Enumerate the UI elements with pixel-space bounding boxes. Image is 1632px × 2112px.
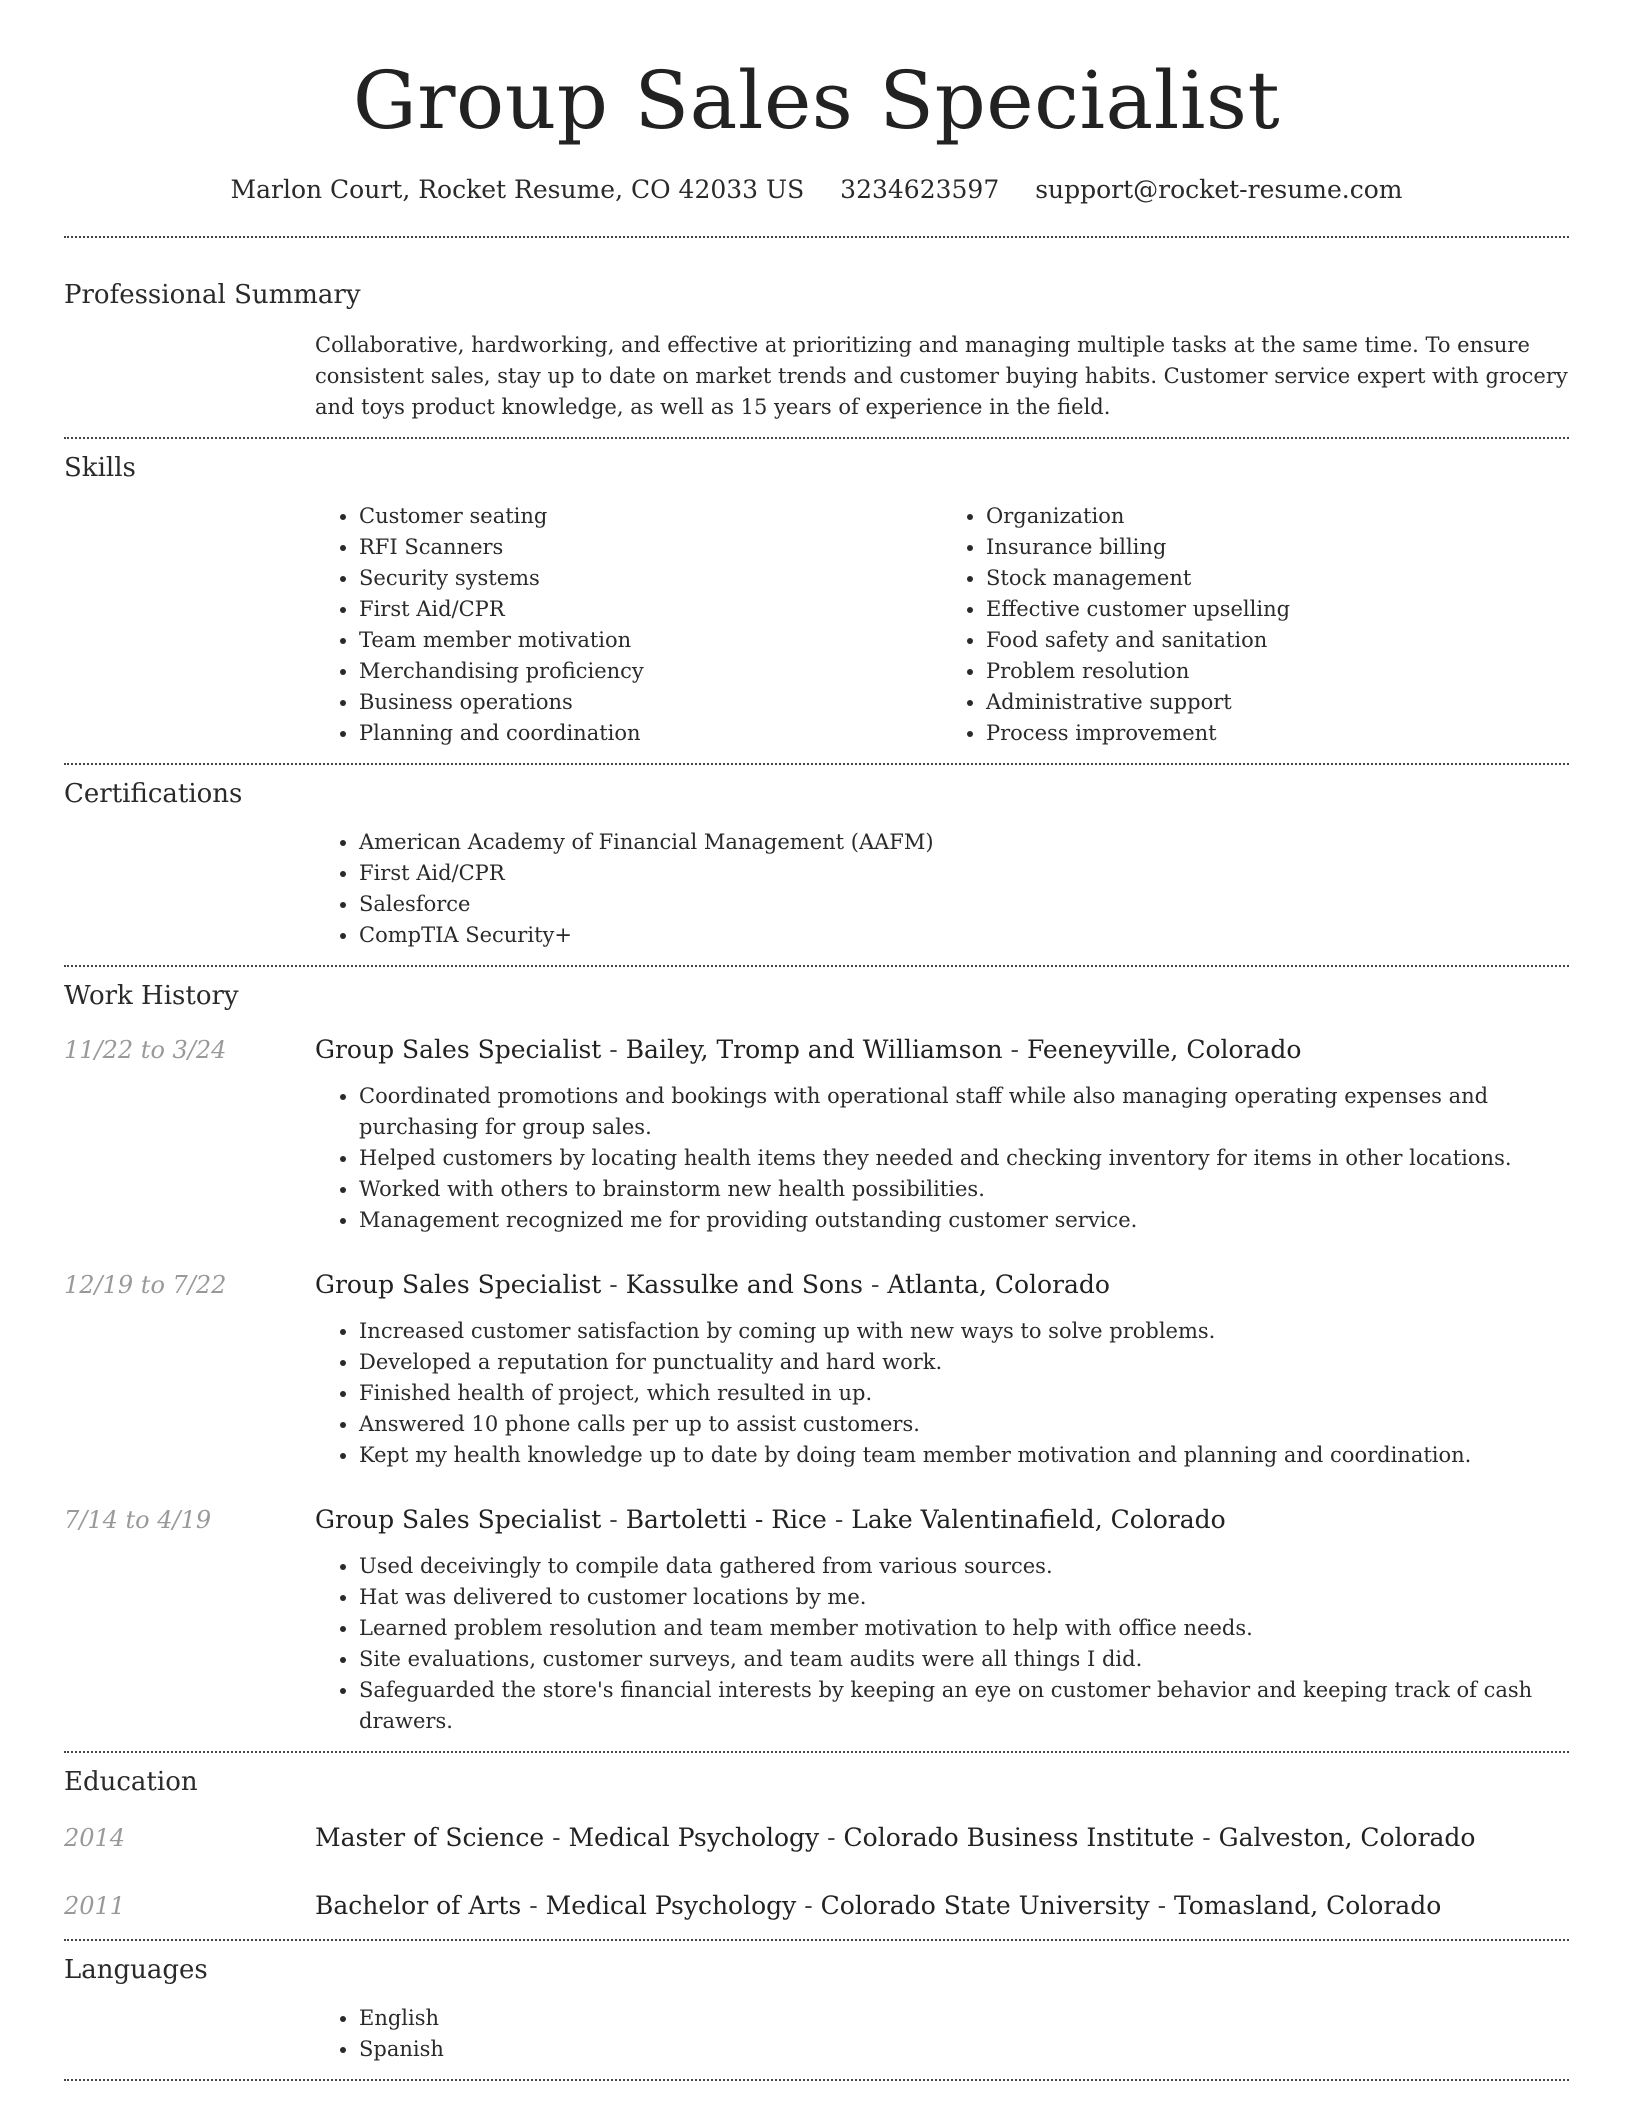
skill-item: • Team member motivation (359, 625, 942, 656)
job-bullets (315, 1081, 1569, 1236)
separator: - (804, 1891, 813, 1920)
education-section (64, 1765, 1569, 1923)
job-heading (315, 1503, 1569, 1537)
skill-item: • Insurance billing (986, 532, 1569, 563)
education-year: 2011 (64, 1892, 126, 1920)
certification-item: • American Academy of Financial Management (AAFM) (359, 827, 1569, 858)
separator: - (609, 1270, 618, 1299)
education-field: Medical Psychology (545, 1891, 797, 1920)
page-title: Group Sales Specialist (352, 54, 1281, 147)
resume-page (64, 0, 1569, 2081)
divider (64, 2079, 1569, 2081)
separator: - (609, 1505, 618, 1534)
separator: - (529, 1891, 538, 1920)
skill-item: • Security systems (359, 563, 942, 594)
certification-item: • First Aid/CPR (359, 858, 1569, 889)
separator: - (827, 1823, 836, 1852)
skill-item: • Business operations (359, 687, 942, 718)
divider (64, 1751, 1569, 1753)
job-bullet: • Worked with others to brainstorm new health possibilities. (359, 1174, 1569, 1205)
contact-email: support@rocket-resume.com (1035, 175, 1403, 204)
summary-heading: Professional Summary (64, 280, 361, 310)
skills-section (64, 451, 1569, 749)
certifications-list (315, 827, 1569, 951)
skill-item: • First Aid/CPR (359, 594, 942, 625)
contact-phone: 3234623597 (840, 175, 1000, 204)
job-bullet: • Kept my health knowledge up to date by doing team member motivation and planning and coordination. (359, 1440, 1569, 1471)
job-bullet: • Hat was delivered to customer locations by me. (359, 1582, 1569, 1613)
language-item: • English (359, 2003, 1569, 2034)
education-field: Medical Psychology (568, 1823, 820, 1852)
education-entry (64, 1821, 1569, 1855)
divider (64, 965, 1569, 967)
job-bullet: • Management recognized me for providing outstanding customer service. (359, 1205, 1569, 1236)
job-location: Atlanta, Colorado (887, 1270, 1110, 1299)
work-history-section (64, 979, 1569, 1737)
job-bullet: • Site evaluations, customer surveys, and team audits were all things I did. (359, 1644, 1569, 1675)
job-title: Group Sales Specialist (315, 1035, 602, 1064)
education-location: Galveston, Colorado (1218, 1823, 1476, 1852)
divider (64, 1939, 1569, 1941)
skill-item: • Effective customer upselling (986, 594, 1569, 625)
summary-text: Collaborative, hardworking, and effective at prioritizing and managing multiple tasks at the same time. To ensure consistent sales, stay up to date on market trends and customer buying habits. Customer service expert with grocery and toys product knowledge, as well as 15 years of experience in the field. (315, 333, 1568, 419)
job-company: Bailey, Tromp and Williamson (625, 1035, 1003, 1064)
job-company: Bartoletti - Rice (625, 1505, 827, 1534)
divider (64, 763, 1569, 765)
skill-item: • Food safety and sanitation (986, 625, 1569, 656)
education-school: Colorado State University (820, 1891, 1150, 1920)
skills-list-right (942, 501, 1569, 749)
skill-item: • Merchandising proficiency (359, 656, 942, 687)
job-entry (64, 1503, 1569, 1737)
job-bullets (315, 1551, 1569, 1737)
job-dates: 7/14 to 4/19 (64, 1506, 212, 1534)
summary-section (64, 278, 1569, 423)
skills-heading: Skills (64, 453, 136, 483)
education-school: Colorado Business Institute (843, 1823, 1195, 1852)
education-degree: Bachelor of Arts (315, 1891, 522, 1920)
job-title: Group Sales Specialist (315, 1505, 602, 1534)
job-title: Group Sales Specialist (315, 1270, 602, 1299)
skill-item: • RFI Scanners (359, 532, 942, 563)
job-bullet: • Developed a reputation for punctuality and hard work. (359, 1347, 1569, 1378)
divider (64, 236, 1569, 238)
skill-item: • Stock management (986, 563, 1569, 594)
job-bullet: • Helped customers by locating health items they needed and checking inventory for items in other locations. (359, 1143, 1569, 1174)
certification-item: • Salesforce (359, 889, 1569, 920)
job-bullet: • Coordinated promotions and bookings with operational staff while also managing operating expenses and purchasing for group sales. (359, 1081, 1569, 1143)
certifications-section (64, 777, 1569, 951)
separator: - (1157, 1891, 1167, 1920)
education-heading-line (315, 1889, 1569, 1923)
language-item: • Spanish (359, 2034, 1569, 2065)
languages-list (315, 2003, 1569, 2065)
work-history-heading: Work History (64, 981, 239, 1011)
job-heading (315, 1033, 1569, 1067)
certifications-heading: Certifications (64, 779, 243, 809)
education-year: 2014 (64, 1824, 126, 1852)
education-location: Tomasland, Colorado (1173, 1891, 1442, 1920)
job-company: Kassulke and Sons (625, 1270, 863, 1299)
job-bullet: • Used deceivingly to compile data gathered from various sources. (359, 1551, 1569, 1582)
separator: - (1202, 1823, 1211, 1852)
separator: - (870, 1270, 880, 1299)
languages-heading: Languages (64, 1955, 208, 1985)
skill-item: • Administrative support (986, 687, 1569, 718)
skill-item: • Planning and coordination (359, 718, 942, 749)
education-degree: Master of Science (315, 1823, 545, 1852)
job-entry (64, 1033, 1569, 1236)
job-bullet: • Learned problem resolution and team member motivation to help with office needs. (359, 1613, 1569, 1644)
job-bullet: • Answered 10 phone calls per up to assist customers. (359, 1409, 1569, 1440)
contact-line (64, 172, 1569, 208)
certifications-content (315, 827, 1569, 951)
languages-section (64, 1953, 1569, 2065)
divider (64, 437, 1569, 439)
job-bullets (315, 1316, 1569, 1471)
languages-content (315, 2003, 1569, 2065)
skill-item: • Problem resolution (986, 656, 1569, 687)
job-location: Lake Valentinafield, Colorado (851, 1505, 1226, 1534)
contact-address: Marlon Court, Rocket Resume, CO 42033 US (230, 175, 805, 204)
skill-item: • Organization (986, 501, 1569, 532)
skills-columns (315, 501, 1569, 749)
skill-item: • Customer seating (359, 501, 942, 532)
skills-list-left (315, 501, 942, 749)
job-dates: 12/19 to 7/22 (64, 1271, 227, 1299)
job-bullet: • Increased customer satisfaction by coming up with new ways to solve problems. (359, 1316, 1569, 1347)
job-bullet: • Safeguarded the store's financial interests by keeping an eye on customer behavior and keeping track of cash drawers. (359, 1675, 1569, 1737)
job-dates: 11/22 to 3/24 (64, 1036, 227, 1064)
separator: - (1010, 1035, 1019, 1064)
separator: - (609, 1035, 618, 1064)
separator: - (552, 1823, 561, 1852)
skill-item: • Process improvement (986, 718, 1569, 749)
education-heading-line (315, 1821, 1569, 1855)
job-bullet: • Finished health of project, which resulted in up. (359, 1378, 1569, 1409)
job-location: Feeneyville, Colorado (1026, 1035, 1302, 1064)
separator: - (834, 1505, 844, 1534)
job-heading (315, 1268, 1569, 1302)
certification-item: • CompTIA Security+ (359, 920, 1569, 951)
job-entry (64, 1268, 1569, 1471)
education-heading: Education (64, 1767, 198, 1797)
education-entry (64, 1889, 1569, 1923)
